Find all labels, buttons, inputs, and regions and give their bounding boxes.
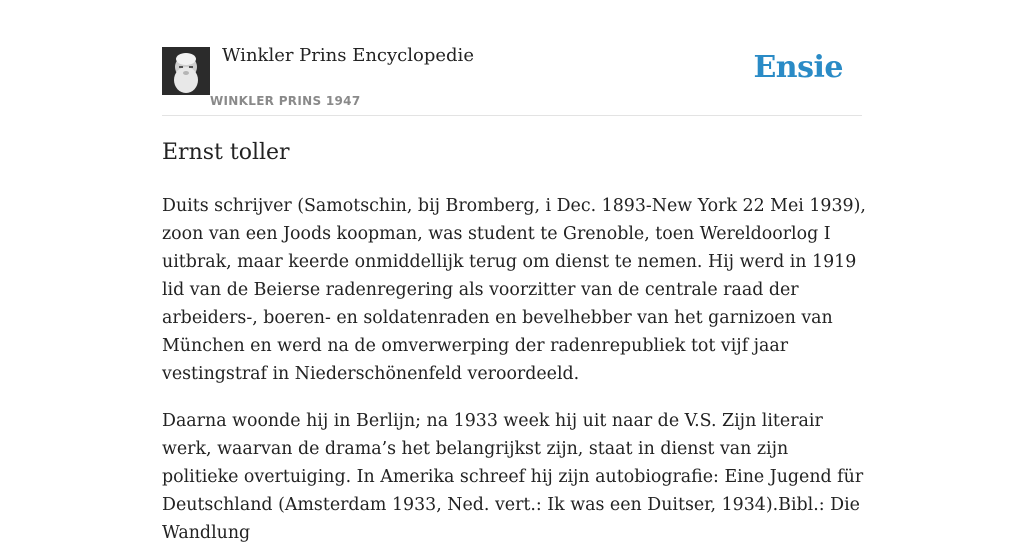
- avatar-icon[interactable]: [162, 47, 210, 95]
- content-container: [162, 0, 866, 543]
- brand-logo[interactable]: Ensie: [753, 50, 843, 85]
- site-header: [162, 0, 862, 116]
- article-paragraph: Daarna woonde hij in Berlijn; na 1933 week hij uit naar de V.S. Zijn literair werk, waarvan de drama’s het belangrijkst zijn, staat in dienst van zijn politieke overtuiging. In Amerika schreef hij zijn autobiografie: Eine Jugend für Deutschland (Amsterdam 1933, Ned. vert.: Ik was een Duitser, 1934).Bibl.: Die Wandlung: [162, 411, 864, 543]
- collection-label[interactable]: WINKLER PRINS 1947: [210, 94, 361, 108]
- article-title: Ernst toller: [162, 140, 290, 165]
- site-title[interactable]: Winkler Prins Encyclopedie: [222, 45, 474, 66]
- article-paragraph: Duits schrijver (Samotschin, bij Bromberg, i Dec. 1893-New York 22 Mei 1939), zoon van een Joods koopman, was student te Grenoble, toen Wereldoorlog I uitbrak, maar keerde onmiddellijk terug om dienst te nemen. Hij werd in 1919 lid van de Beierse radenregering als voorzitter van de centrale raad der arbeiders-, boeren- en soldatenraden en bevelhebber van het garnizoen van München en werd na de omverwerping der radenrepubliek tot vijf jaar vestingstraf in Niederschönenfeld veroordeeld.: [162, 196, 866, 384]
